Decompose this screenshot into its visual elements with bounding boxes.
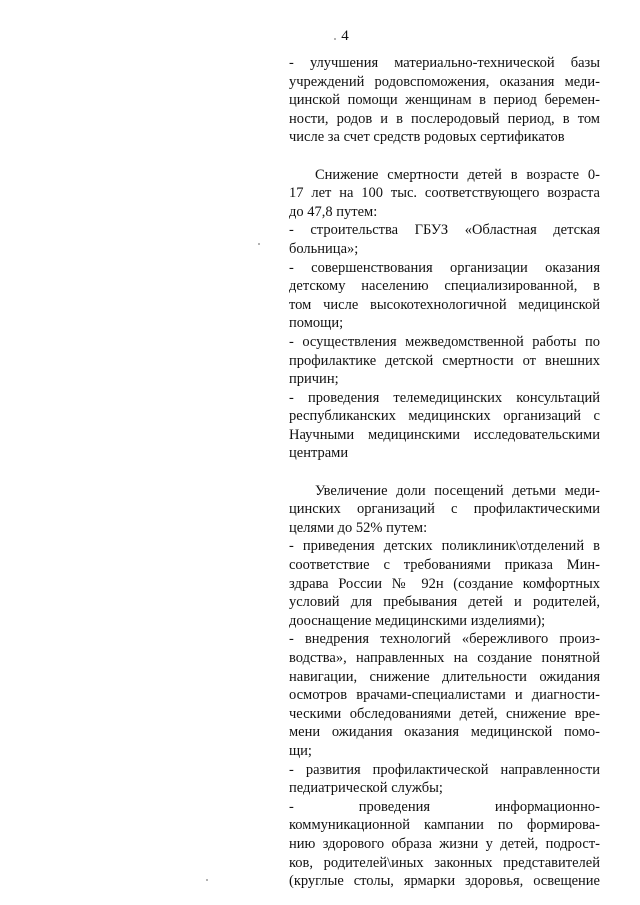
paragraph-gap <box>289 147 600 166</box>
scan-speck <box>206 879 208 881</box>
paragraph-gap <box>289 463 600 482</box>
text-line: помощи; <box>289 315 344 332</box>
text-line: ческими обследованиями детей, снижение вре- <box>289 705 600 722</box>
text-line: Научными медицинскими исследовательскими <box>289 426 600 443</box>
page-number: 4 <box>341 28 349 44</box>
text-line: здрава России № 92н (создание комфортных <box>289 575 600 592</box>
text-line: причин; <box>289 371 339 388</box>
text-line: - проведения телемедицинских консультаций <box>289 389 600 406</box>
text-line: водства», направленных на создание понятной <box>289 650 600 666</box>
text-line: цинской помощи женщинам в период беремен- <box>289 92 600 109</box>
scan-speck <box>334 38 336 40</box>
text-line: навигации, снижение длительности ожидания <box>289 668 600 685</box>
scan-speck <box>258 243 260 245</box>
text-line: больница»; <box>289 240 359 257</box>
text-line: - совершенствования организации оказания <box>289 259 600 276</box>
text-line: коммуникационной кампании по формирова- <box>289 817 600 834</box>
text-line: соответствие с требованиями приказа Мин- <box>289 557 600 574</box>
text-line: (круглые столы, ярмарки здоровья, освещение <box>289 873 600 890</box>
text-line: - проведения информационно- <box>289 798 600 815</box>
text-line: Снижение смертности детей в возрасте 0- <box>315 166 600 183</box>
text-line: - приведения детских поликлиник\отделений в <box>289 538 600 555</box>
text-line: - осуществления межведомственной работы по <box>289 333 600 350</box>
text-line: Увеличение доли посещений детьми меди- <box>315 482 600 499</box>
text-line: числе за счет средств родовых сертификатов <box>289 129 565 146</box>
text-line: - развития профилактической направленности <box>289 761 600 778</box>
text-line: детскому населению специализированной, в <box>289 278 600 295</box>
text-line: - строительства ГБУЗ «Областная детская <box>289 222 600 239</box>
text-line: осмотров врачами-специалистами и диагности- <box>289 687 600 704</box>
text-line: условий для пребывания детей и родителей, <box>289 594 600 611</box>
text-line: педиатрической службы; <box>289 780 443 797</box>
text-line: нию здорового образа жизни у детей, подрост- <box>289 835 600 852</box>
text-line: учреждений родовспоможения, оказания меди- <box>289 73 600 90</box>
text-line: до 47,8 путем: <box>289 203 378 220</box>
text-line: профилактике детской смертности от внешних <box>289 352 600 369</box>
text-line: республиканских медицинских организаций с <box>289 408 600 425</box>
text-line: мени ожидания оказания медицинской помо- <box>289 724 600 741</box>
text-line: - улучшения материально-технической базы <box>289 55 600 71</box>
text-line: центрами <box>289 445 349 462</box>
text-line: ности, родов и в послеродовый период, в том <box>289 110 600 127</box>
text-line: том числе высокотехнологичной медицинской <box>289 296 600 313</box>
document-body <box>289 54 600 891</box>
text-line: дооснащение медицинскими изделиями); <box>289 612 546 629</box>
text-line: ков, родителей\иных законных представителей <box>289 854 600 871</box>
text-line: целями до 52% путем: <box>289 519 428 536</box>
text-line: - внедрения технологий «бережливого произ- <box>289 631 600 648</box>
text-line: щи; <box>289 742 312 759</box>
text-line: цинских организаций с профилактическими <box>289 501 600 518</box>
text-line: 17 лет на 100 тыс. соответствующего возраста <box>289 185 600 202</box>
